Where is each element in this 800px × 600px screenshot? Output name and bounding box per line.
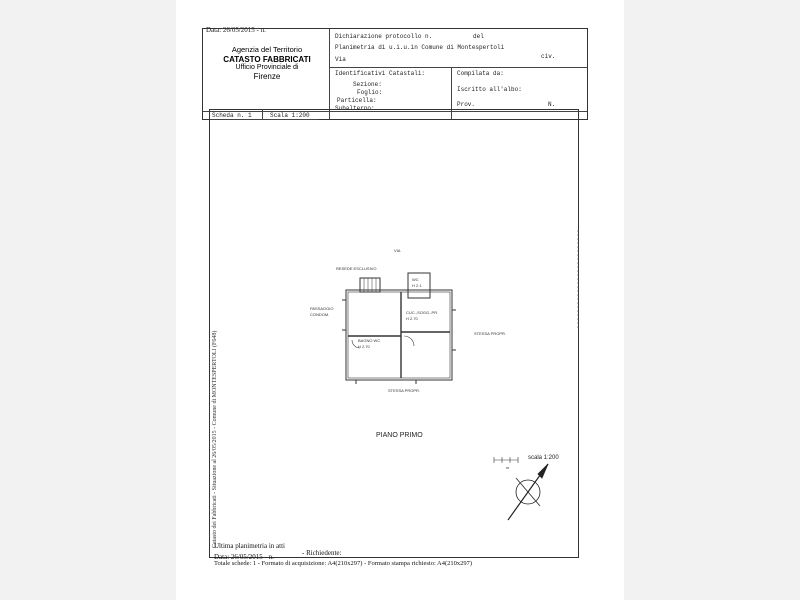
scala-label: Scala 1:200	[270, 112, 310, 119]
via-plan-label: VIA	[394, 248, 401, 253]
piano-label: PIANO PRIMO	[376, 432, 423, 439]
bagno-height: H 2.70	[358, 344, 370, 349]
document-page	[176, 0, 624, 600]
scale-text: scala 1:200	[528, 455, 559, 461]
sezione-label: Sezione:	[353, 81, 382, 88]
scheda-label: Scheda n. 1	[212, 112, 252, 119]
scale-unit: m	[506, 465, 510, 470]
cucina-height: H 2.70	[406, 316, 418, 321]
via-label: Via	[335, 56, 346, 63]
footer-date: Data: 26/05/2015 - n.	[214, 553, 274, 561]
planimetria-label: Planimetria di u.i.u.in Comune di Montespertoli	[335, 44, 505, 51]
compilata-label: Compilata da:	[457, 70, 504, 77]
wc-height: H 2.1	[412, 283, 422, 288]
building-outline	[346, 290, 452, 380]
n-label: N.	[548, 101, 556, 108]
particella-label: Particella:	[337, 97, 377, 104]
identificativi-label: Identificativi Catastali:	[335, 70, 426, 77]
agency-city: Firenze	[253, 71, 281, 81]
agency-ufficio: Ufficio Provinciale di	[235, 63, 299, 71]
stessa-propr-bottom: STESSA PROPR.	[388, 388, 421, 393]
condom-label: CONDOM.	[310, 312, 330, 317]
cucina-label: CUC.-SOGG.-PR.	[406, 310, 439, 315]
foglio-label: Foglio:	[357, 89, 383, 96]
date-line: Data: 26/05/2015 - n.	[206, 26, 266, 34]
agency-name: Agenzia del Territorio	[231, 45, 303, 54]
civ-label: civ.	[541, 53, 556, 60]
scale-bar	[494, 457, 518, 463]
footer-totale: Totale schede: 1 - Formato di acquisizione: A4(210x297) - Formato stampa richiesto: A4(210x297)	[214, 560, 473, 567]
floor-plan-drawing	[176, 0, 624, 600]
iscritto-label: Iscritto all'albo:	[457, 86, 522, 93]
footer-richiedente: - Richiedente:	[302, 549, 342, 557]
agency-catasto: CATASTO FABBRICATI	[223, 54, 311, 64]
stessa-propr-right: STESSA PROPR.	[474, 331, 507, 336]
north-arrow	[508, 464, 548, 520]
bagno-label: BAGNO WC	[358, 338, 381, 343]
del-label: del	[473, 33, 484, 40]
wc-label: WC	[412, 277, 419, 282]
passaggio-label: PASSAGGIO	[310, 306, 334, 311]
floor-plan-walls	[342, 273, 456, 384]
dichiarazione-label: Dichiarazione protocollo n.	[335, 33, 433, 40]
side-text: Catasto dei Fabbricati - Situazione al 26/05/2015 - Comune di MONTESPERTOLI (F648)	[212, 330, 218, 548]
resede-label: RESEDE ESCLUSIVO	[336, 266, 377, 271]
ultima-planimetria: Ultima planimetria in atti	[214, 542, 285, 550]
subalterno-label: Subalterno:	[335, 105, 375, 112]
prov-label: Prov.	[457, 101, 476, 108]
